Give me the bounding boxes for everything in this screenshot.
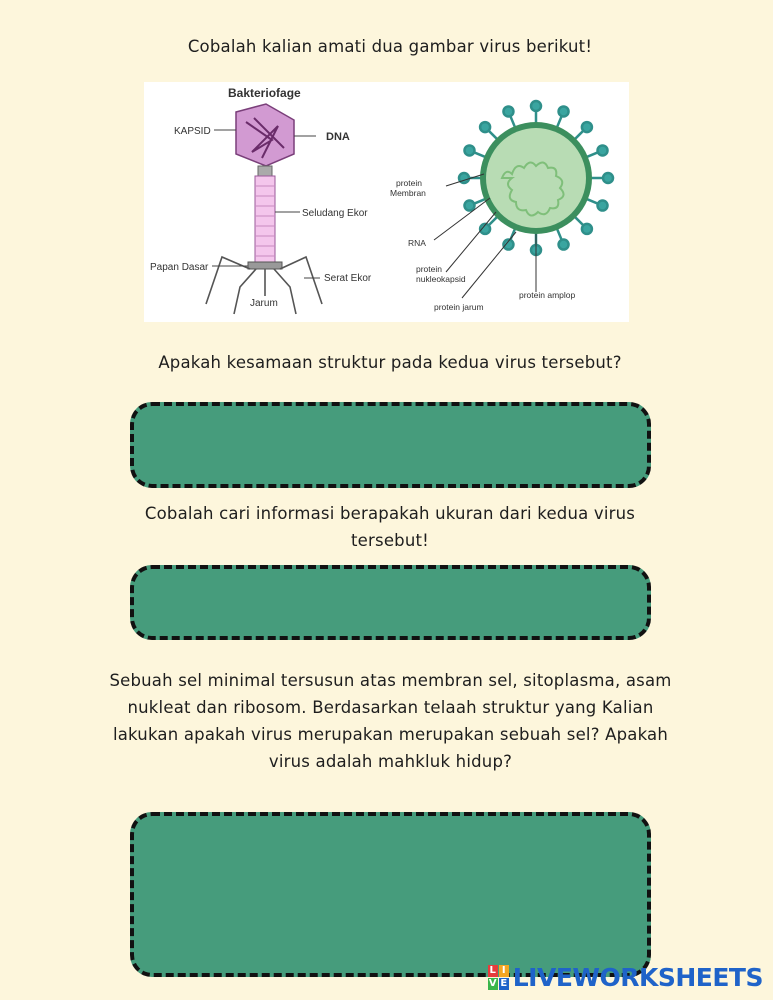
liveworksheets-logo[interactable] (488, 962, 763, 992)
virus-figure (144, 82, 629, 322)
intro-text: Cobalah kalian amati dua gambar virus berikut! (187, 37, 593, 56)
label-papan-dasar: Papan Dasar (150, 262, 209, 273)
label-nukleokapsid-1: protein (416, 264, 442, 274)
brand-letter: V (488, 977, 497, 989)
enveloped-virus-diagram (390, 101, 613, 312)
spike-head (464, 145, 474, 155)
spike-head (582, 122, 592, 132)
label-protein-membran-1: protein (396, 178, 422, 188)
question-1: Apakah kesamaan struktur pada kedua virus tersebut? (158, 353, 622, 372)
spike-head (559, 240, 569, 250)
tail-sheath (255, 176, 275, 262)
label-serat-ekor: Serat Ekor (324, 273, 372, 284)
answer-box-2[interactable] (130, 565, 651, 640)
virus-diagram (144, 82, 629, 322)
label-protein-amplop: protein amplop (519, 290, 576, 300)
brand-letter: E (500, 977, 508, 989)
brand-name: LIVEWORKSHEETS (512, 962, 763, 992)
label-jarum: Jarum (250, 298, 278, 309)
brand-letter: L (489, 964, 496, 976)
bacteriophage-title: Bakteriofage (228, 86, 301, 100)
spike-head (480, 122, 490, 132)
label-protein-jarum: protein jarum (434, 302, 484, 312)
answer-box-1[interactable] (130, 402, 651, 488)
label-nukleokapsid-2: nukleokapsid (416, 274, 466, 284)
spike-head (598, 145, 608, 155)
label-rna: RNA (408, 238, 426, 248)
spike-head (559, 106, 569, 116)
spike-head (531, 101, 541, 111)
label-dna: DNA (326, 131, 350, 143)
label-kapsid: KAPSID (174, 126, 211, 137)
label-protein-membran-2: Membran (390, 188, 426, 198)
spike-head (464, 201, 474, 211)
brand-letter: I (499, 965, 509, 977)
spike-head (603, 173, 613, 183)
collar (258, 166, 272, 176)
base-plate (248, 262, 282, 269)
spike-head (598, 201, 608, 211)
brand-letter-grid (488, 965, 509, 990)
bacteriophage-diagram (150, 86, 372, 314)
question-2: Cobalah cari informasi berapakah ukuran dari kedua virus tersebut! (144, 504, 636, 550)
answer-box-3[interactable] (130, 812, 651, 977)
spike-head (582, 224, 592, 234)
label-seludang-ekor: Seludang Ekor (302, 208, 368, 219)
question-3: Sebuah sel minimal tersusun atas membran sel, sitoplasma, asam nukleat dan ribosom. Berdasarkan telaah struktur yang Kalian lakukan apakah virus merupakan merupakan sebuah sel? Apakah virus adalah mahkluk hidup? (109, 671, 672, 771)
spike-head (503, 106, 513, 116)
